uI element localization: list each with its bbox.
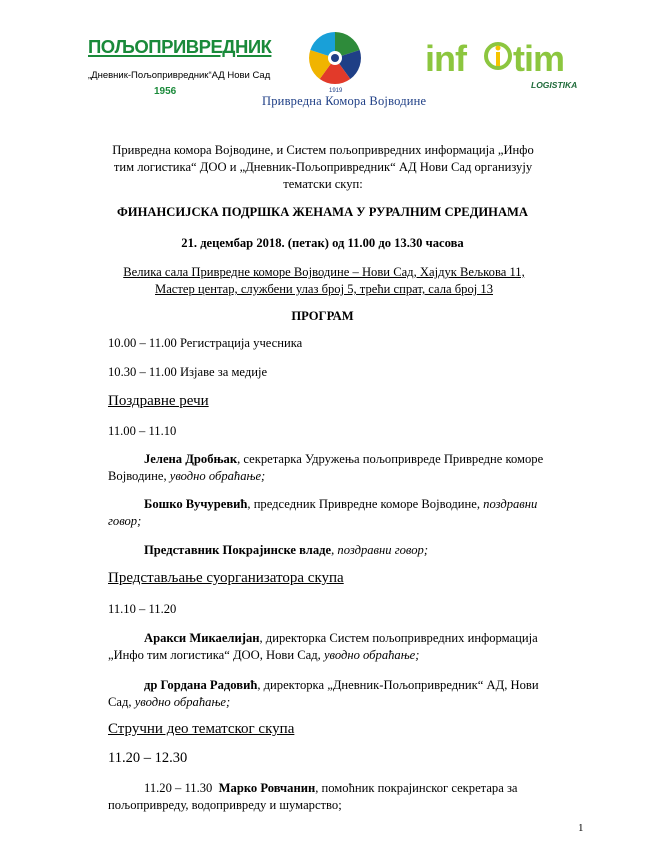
pkv-name: Привредна Комора Војводине — [262, 94, 427, 108]
logo-infotim — [425, 40, 585, 100]
speaker-time: 11.20 – 11.30 — [144, 781, 213, 795]
logo-poljoprivrednik-name: ПОЉОПРИВРЕДНИК — [88, 36, 272, 57]
event-date-text: 21. децембар 2018. (петак) од 11.00 до 13.30 часова — [181, 236, 464, 250]
logo-poljoprivrednik — [88, 36, 272, 106]
speaker-mikaelijan — [108, 630, 563, 664]
program-heading — [90, 308, 555, 325]
infotim-part2: tim — [513, 38, 564, 79]
speaker-vucurevic — [108, 496, 563, 530]
speaker-note: поздравни говор; — [108, 497, 538, 528]
pkv-year: 1919 — [329, 88, 343, 94]
section-heading-expert: Стручни део тематског скупа — [108, 721, 295, 737]
schedule-text: Изјаве за медије — [176, 365, 268, 379]
infotim-i-icon — [483, 40, 513, 80]
speaker-role: , секретарка Удружења пољопривреде Привредне коморе Војводине, — [108, 452, 544, 483]
speaker-role: , директорка Систем пољопривредних информација „Инфо тим логистика“ ДОО, Нови Сад, — [108, 631, 538, 662]
speaker-radovic — [108, 677, 563, 711]
speaker-role: , помоћник покрајинског секретара за пољопривреду, водопривреду и шумарство; — [108, 781, 518, 812]
speaker-role: , директорка „Дневник-Пољопривредник“ АД, Нови Сад, — [108, 678, 539, 709]
program-heading-text: ПРОГРАМ — [291, 309, 354, 323]
speaker-name: Бошко Вучуревић — [144, 497, 248, 511]
schedule-item-media — [108, 364, 548, 381]
section-heading-greetings: Поздравне речи — [108, 393, 209, 409]
event-title-text: ФИНАНСИЈСКА ПОДРШКА ЖЕНАМА У РУРАЛНИМ СРЕДИНАМА — [116, 205, 529, 219]
speaker-note: поздравни говор; — [337, 543, 429, 557]
event-venue: Велика сала Привредне коморе Војводине – Нови Сад, Хајдук Вељкова 11, Мастер центар, службени улаз број 5, трећи спрат, сала број 13 — [123, 265, 525, 296]
logo-poljoprivrednik-year: 1956 — [154, 86, 177, 97]
logo-poljoprivrednik-subtitle: „Дневник-Пољопривредник“АД Нови Сад — [88, 70, 271, 81]
schedule-time: 10.30 – 11.00 — [108, 365, 177, 379]
event-date — [90, 235, 555, 252]
infotim-subtitle: LOGISTIKA — [531, 80, 578, 90]
logo-pkv — [255, 30, 427, 112]
schedule-time: 10.00 – 11.00 — [108, 336, 177, 350]
speaker-role: , председник Привредне коморе Војводине, — [247, 497, 484, 511]
intro-paragraph: Привредна комора Војводине, и Систем пољопривредних информација „Инфо тим логистика“ ДОО и „Дневник-Пољопривредник“ АД Нови Сад организују тематски скуп: — [112, 143, 534, 191]
pkv-emblem-icon — [303, 30, 367, 86]
greetings-time: 11.00 – 11.10 — [108, 424, 177, 438]
speaker-note: уводно обраћање; — [323, 648, 420, 662]
speaker-drobnjak — [108, 451, 563, 485]
speaker-note: уводно обраћање; — [169, 469, 266, 483]
expert-time: 11.20 – 12.30 — [108, 750, 188, 766]
infotim-part1: inf — [425, 38, 466, 79]
event-title — [90, 204, 555, 221]
speaker-name: Марко Ровчанин — [218, 781, 316, 795]
speaker-name: др Гордана Радовић — [144, 678, 258, 692]
schedule-text: Регистрација учесника — [176, 336, 303, 350]
speaker-name: Јелена Дробњак — [144, 452, 238, 466]
speaker-name: Аракси Микаелијан — [144, 631, 260, 645]
coorganizers-time: 11.10 – 11.20 — [108, 602, 177, 616]
speaker-role: , — [331, 543, 338, 557]
speaker-name: Представник Покрајинске владе — [144, 543, 332, 557]
section-heading-coorganizers: Представљање суорганизатора скупа — [108, 570, 344, 586]
speaker-note: уводно обраћање; — [134, 695, 231, 709]
schedule-item-registration — [108, 335, 548, 352]
speaker-rovcanin — [108, 780, 563, 814]
speaker-government — [108, 542, 563, 559]
page-number: 1 — [578, 822, 584, 834]
